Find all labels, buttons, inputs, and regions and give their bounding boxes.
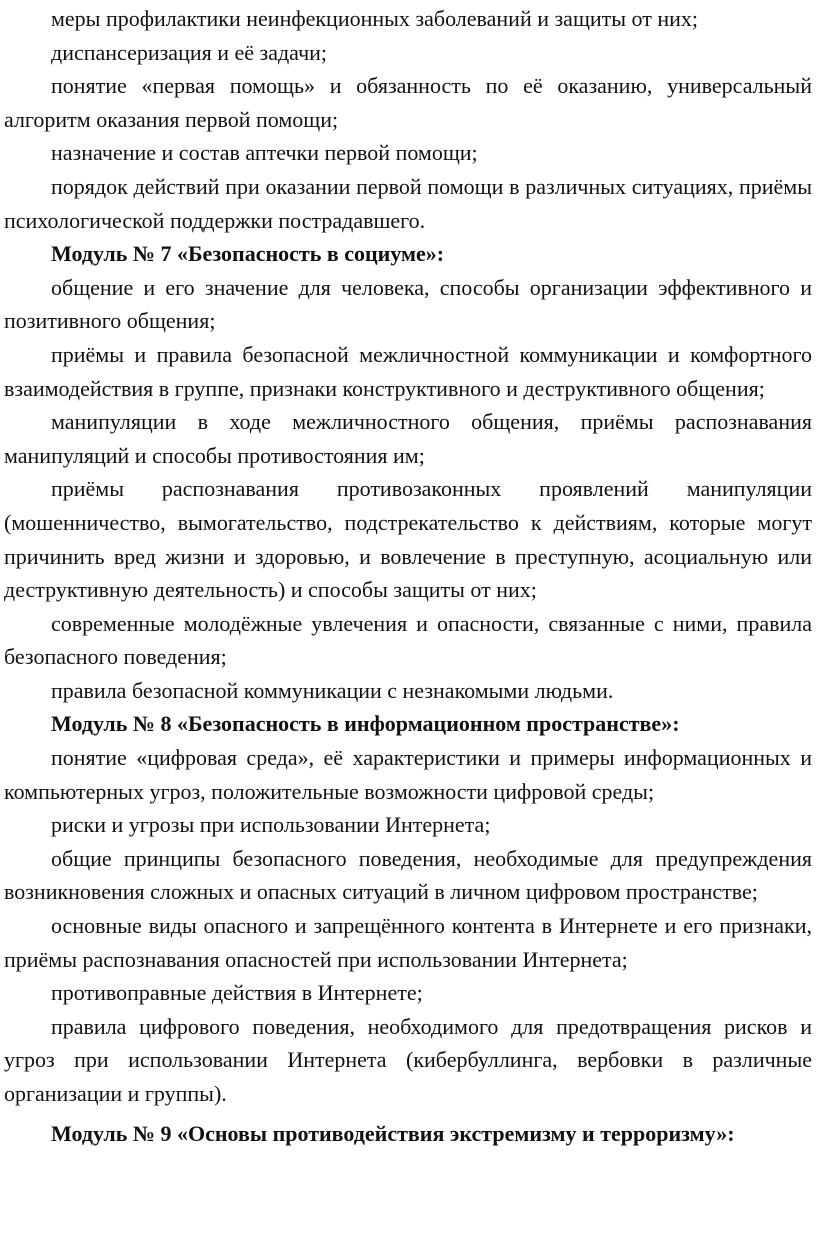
paragraph-digital-environment: понятие «цифровая среда», её характеристики и примеры информационных и компьютерных угроз, положительные возможности цифровой среды; xyxy=(4,745,812,804)
paragraph-unlawful-actions: противоправные действия в Интернете; xyxy=(51,980,423,1006)
paragraph-digital-behavior-rules: правила цифрового поведения, необходимого для предотвращения рисков и угроз при использовании Интернета (кибербуллинга, вербовки в различные организации и группы). xyxy=(4,1013,812,1106)
paragraph-safe-communication: приёмы и правила безопасной межличностной коммуникации и комфортного взаимодействия в группе, признаки конструктивного и деструктивного общения; xyxy=(4,341,812,401)
paragraph-communication: общение и его значение для человека, способы организации эффективного и позитивного общения; xyxy=(4,274,812,334)
paragraph-first-aid-concept: понятие «первая помощь» и обязанность по её оказанию, универсальный алгоритм оказания первой помощи; xyxy=(4,73,812,132)
paragraph-safe-behavior-principles: общие принципы безопасного поведения, необходимые для предупреждения возникновения сложных и опасных ситуаций в личном цифровом пространстве; xyxy=(4,845,812,905)
module-9-heading: Модуль № 9 «Основы противодействия экстремизму и терроризму»: xyxy=(51,1120,735,1146)
module-7-heading: Модуль № 7 «Безопасность в социуме»: xyxy=(51,241,445,267)
paragraph-strangers: правила безопасной коммуникации с незнакомыми людьми. xyxy=(51,677,614,703)
paragraph-first-aid-actions: порядок действий при оказании первой помощи в различных ситуациях, приёмы психологической поддержки пострадавшего. xyxy=(4,173,812,233)
paragraph-medical-checkup: диспансеризация и её задачи; xyxy=(51,39,328,65)
paragraph-dangerous-content: основные виды опасного и запрещённого контента в Интернете и его признаки, приёмы распознавания опасностей при использовании Интернета; xyxy=(4,913,812,972)
module-8-heading: Модуль № 8 «Безопасность в информационном пространстве»: xyxy=(51,711,680,737)
paragraph-youth-hobbies: современные молодёжные увлечения и опасности, связанные с ними, правила безопасного поведения; xyxy=(4,610,812,670)
paragraph-first-aid-kit: назначение и состав аптечки первой помощи; xyxy=(51,140,478,166)
paragraph-unlawful-manipulation: приёмы распознавания противозаконных проявлений манипуляции (мошенничество, вымогательство, подстрекательство к действиям, которые могут причинить вред жизни и здоровью, и вовлечение в преступную, асоциальную или деструктивную деятельность) и способы защиты от них; xyxy=(4,476,812,603)
paragraph-manipulation: манипуляции в ходе межличностного общения, приёмы распознавания манипуляций и способы противостояния им; xyxy=(4,409,812,468)
paragraph-internet-risks: риски и угрозы при использовании Интернета; xyxy=(51,812,491,838)
paragraph-ncd-prevention: меры профилактики неинфекционных заболеваний и защиты от них; xyxy=(51,6,699,31)
